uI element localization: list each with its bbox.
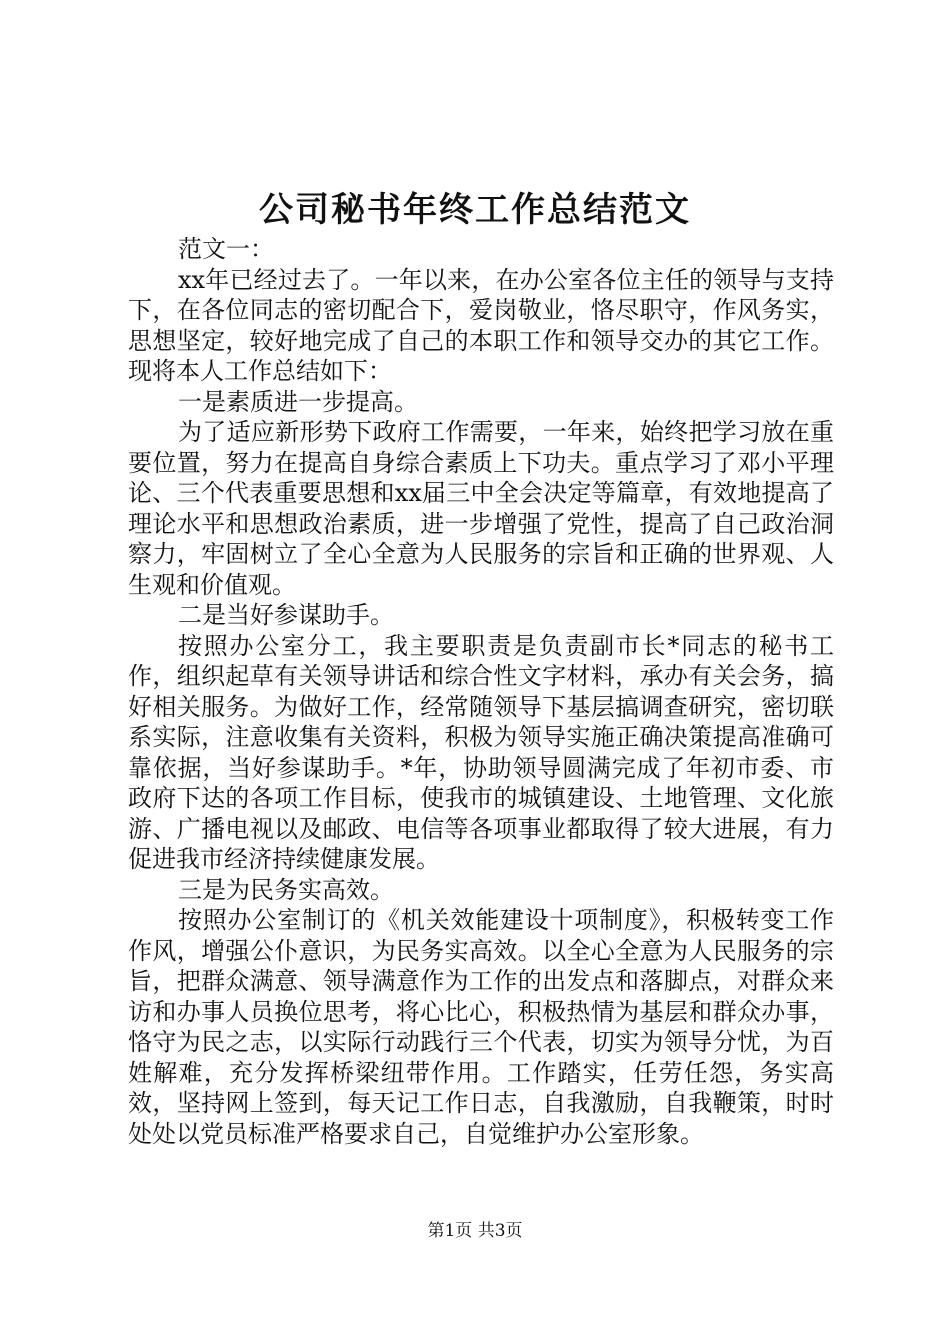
document-title: 公司秘书年终工作总结范文 [259,190,691,230]
paragraph: 按照办公室分工，我主要职责是负责副市长*同志的秘书工作，组织起草有关领导讲话和综合性文字材料，承办有关会务，搞好相关服务。为做好工作，经常随领导下基层搞调查研究，密切联系实际，注意收集有关资料，积极为领导实施正确决策提高准确可靠依据，当好参谋助手。*年，协助领导圆满完成了年初市委、市政府下达的各项工作目标，使我市的城镇建设、土地管理、文化旅游、广播电视以及邮政、电信等各项事业都取得了较大进展，有力促进我市经济持续健康发展。 [128,631,834,873]
paragraph: 按照办公室制订的《机关效能建设十项制度》，积极转变工作作风，增强公仆意识，为民务实高效。以全心全意为人民服务的宗旨，把群众满意、领导满意作为工作的出发点和落脚点，对群众来访和办事人员换位思考，将心比心，积极热情为基层和群众办事，恪守为民之志，以实际行动践行三个代表，切实为领导分忧，为百姓解难，充分发挥桥梁纽带作用。工作踏实，任劳任怨，务实高效，坚持网上签到，每天记工作日志，自我激励，自我鞭策，时时处处以党员标准严格要求自己，自觉维护办公室形象。 [128,906,834,1148]
paragraph: 范文一： [178,235,274,263]
page-number-footer: 第1页 共3页 [427,1221,523,1241]
paragraph: 一是素质进一步提高。 [178,387,418,416]
paragraph: 三是为民务实高效。 [178,875,394,904]
paragraph: 二是当好参谋助手。 [178,601,394,629]
paragraph: 为了适应新形势下政府工作需要，一年来，始终把学习放在重要位置，努力在提高自身综合素质上下功夫。重点学习了邓小平理论、三个代表重要思想和xx届三中全会决定等篇章，有效地提高了理论水平和思想政治素质，进一步增强了党性，提高了自己政治洞察力，牢固树立了全心全意为人民服务的宗旨和正确的世界观、人生观和价值观。 [128,418,834,599]
paragraph: xx年已经过去了。一年以来，在办公室各位主任的领导与支持下，在各位同志的密切配合下，爱岗敬业，恪尽职守，作风务实，思想坚定，较好地完成了自己的本职工作和领导交办的其它工作。现将本人工作总结如下： [128,265,834,385]
document-body [128,234,834,1149]
